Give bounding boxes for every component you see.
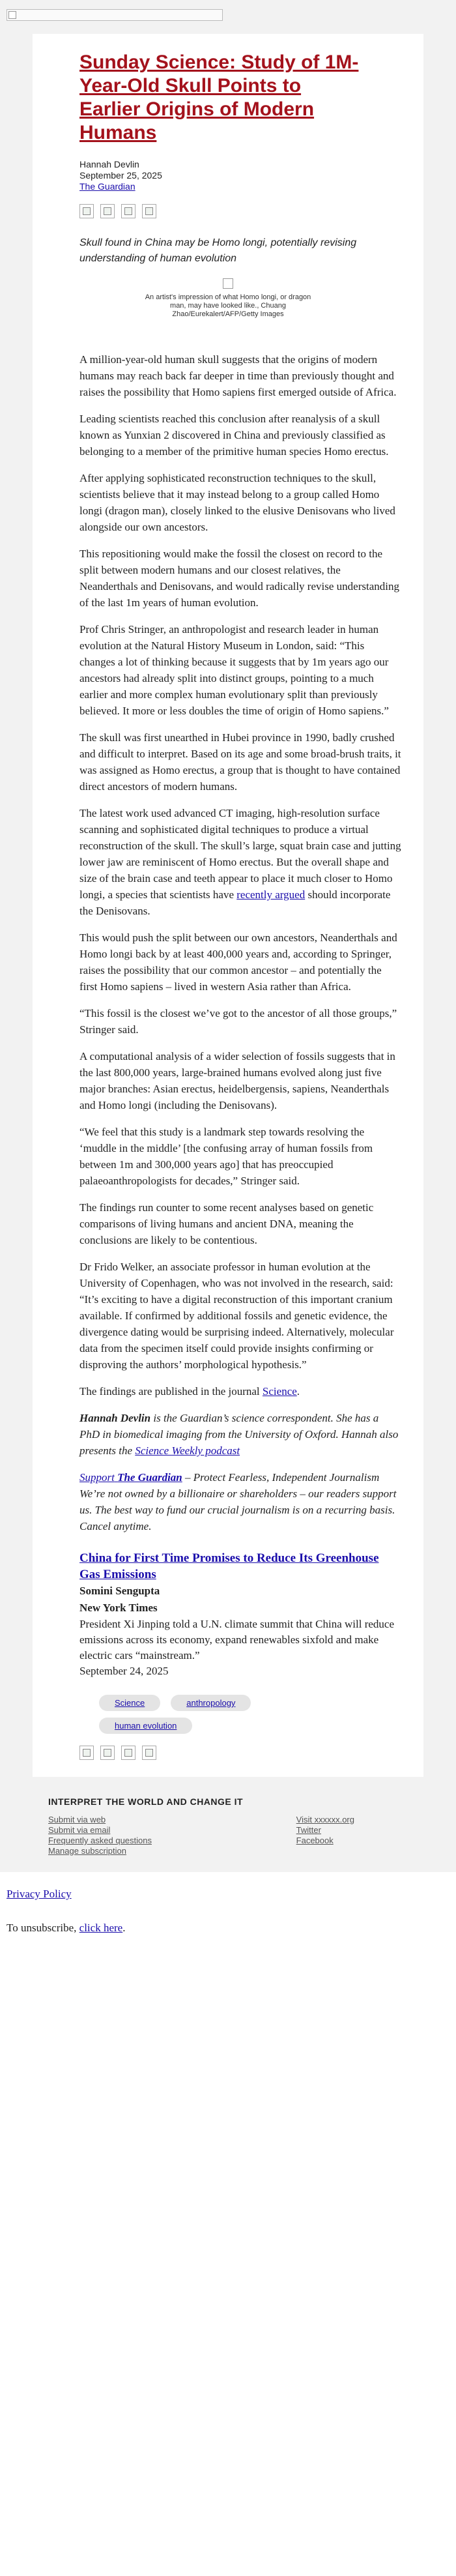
figure-caption: An artist's impression of what Homo longi, or dragon man, may have looked like., Chuang Zhao/Eurekalert/AFP/Getty Images xyxy=(145,293,311,318)
share-facebook-icon[interactable] xyxy=(100,204,115,218)
paragraph-text: The findings are published in the journal xyxy=(79,1385,260,1398)
tag-science[interactable]: Science xyxy=(99,1695,160,1711)
article-headline[interactable]: Sunday Science: Study of 1M-Year-Old Skull Points to Earlier Origins of Modern Humans xyxy=(79,51,359,143)
twitter-link[interactable]: Twitter xyxy=(296,1825,321,1835)
support-link-prefix: Support xyxy=(79,1471,115,1484)
article-body xyxy=(48,351,408,1777)
bio-text: is the Guardian’s science correspondent. She has a PhD in biomedical imaging from the University of Oxford. Hannah also presents the xyxy=(79,1412,399,1457)
support-link-brand: The Guardian xyxy=(117,1471,182,1484)
footer-share-row xyxy=(79,1746,401,1777)
science-weekly-link[interactable]: Science Weekly podcast xyxy=(135,1444,240,1457)
paragraph: The findings run counter to some recent analyses based on genetic comparisons of living humans and ancient DNA, meaning the conclusions are likely to be contentious. xyxy=(79,1201,374,1246)
facebook-link[interactable]: Facebook xyxy=(296,1836,334,1845)
related-article-author: Somini Sengupta xyxy=(79,1585,160,1597)
paragraph: Prof Chris Stringer, an anthropologist and research leader in human evolution at the Natural History Museum in London, said: “This changes a lot of thinking because it suggests that by 1m years ago our ancestors had already split into distinct groups, pointing to a much earlier and more complex human evolutionary split than previously believed. It more or less doubles the time of origin of Homo sapiens.” xyxy=(79,623,389,717)
related-article-title[interactable]: China for First Time Promises to Reduce Its Greenhouse Gas Emissions xyxy=(79,1551,379,1581)
tag-list xyxy=(79,1695,294,1734)
support-tagline: – Protect Fearless, Independent Journalism xyxy=(182,1471,380,1484)
paragraph-text: should incorporate the Denisovans. xyxy=(79,888,391,917)
paragraph-text: . xyxy=(296,1385,300,1398)
footer-columns xyxy=(48,1815,354,1856)
privacy-row xyxy=(7,1886,449,1902)
faq-link[interactable]: Frequently asked questions xyxy=(48,1836,152,1845)
tag-anthropology[interactable]: anthropology xyxy=(171,1695,251,1711)
unsubscribe-prefix: To unsubscribe, xyxy=(7,1922,79,1934)
related-article-summary: President Xi Jinping told a U.N. climate summit that China will reduce emissions across its economy, expand renewables sixfold and make electric cars “mainstream.” xyxy=(79,1618,395,1661)
footer-title: INTERPRET THE WORLD AND CHANGE IT xyxy=(48,1796,244,1807)
submit-email-link[interactable]: Submit via email xyxy=(48,1825,111,1835)
submit-web-link[interactable]: Submit via web xyxy=(48,1815,106,1824)
share-linkedin-icon[interactable] xyxy=(142,1746,156,1760)
paragraph: This repositioning would make the fossil the closest on record to the split between modern humans and our closest relatives, the Neanderthals and Denisovans, and would radically revise understanding of the last 1m years of human evolution. xyxy=(79,548,399,609)
share-twitter-icon[interactable] xyxy=(121,1746,135,1760)
related-article-date: September 24, 2025 xyxy=(79,1665,169,1677)
unsubscribe-suffix: . xyxy=(122,1922,126,1934)
visit-site-link[interactable]: Visit xxxxxx.org xyxy=(296,1815,354,1824)
byline xyxy=(48,159,408,192)
share-email-icon[interactable] xyxy=(79,204,94,218)
article-card xyxy=(33,34,423,1777)
publish-date: September 25, 2025 xyxy=(79,170,162,181)
broken-image-icon xyxy=(223,278,233,289)
article-figure xyxy=(137,278,319,319)
share-facebook-icon[interactable] xyxy=(100,1746,115,1760)
share-row xyxy=(48,204,408,218)
paragraph: “We feel that this study is a landmark step towards resolving the ‘muddle in the middle’ [the confusing array of human fossils from between 1m and 300,000 years ago] that has preoccupied palaeoanthropologists for decades,” Stringer said. xyxy=(79,1126,373,1187)
paragraph: “This fossil is the closest we’ve got to the ancestor of all those groups,” Stringer said. xyxy=(79,1007,397,1036)
support-block xyxy=(79,1469,401,1534)
support-guardian-link[interactable] xyxy=(79,1471,182,1484)
paragraph: After applying sophisticated reconstruction techniques to the skull, scientists believe that it may instead belong to a group called Homo longi (dragon man), closely linked to the elusive Denisovans who lived alongside our own ancestors. xyxy=(79,472,395,533)
paragraph-text: The latest work used advanced CT imaging, high-resolution surface scanning and sophisticated digital techniques to produce a virtual reconstruction of the skull. The skull’s large, squat brain case and jutting lower jaw are reminiscent of Homo erectus. But the overall shape and size of the brain case and teeth appear to place it much closer to Homo longi, a species that scientists have xyxy=(79,807,401,901)
source-link[interactable]: The Guardian xyxy=(79,181,135,192)
related-article xyxy=(79,1550,401,1679)
header-image-placeholder xyxy=(7,9,223,21)
paragraph: Dr Frido Welker, an associate professor in human evolution at the University of Copenhagen, who was not involved in the research, said: “It’s exciting to have a digital reconstruction of this important cranium available. If confirmed by additional fossils and genetic evidence, the divergence dating would be surprising indeed. Alternatively, molecular data from the specimen itself could provide insights confirming or disproving the authors’ morphological hypothesis.” xyxy=(79,1261,394,1371)
article-standfirst: Skull found in China may be Homo longi, potentially revising understanding of human evolution xyxy=(79,237,357,264)
footer-left-links xyxy=(48,1815,152,1856)
paragraph xyxy=(79,805,401,919)
paragraph: A computational analysis of a wider selection of fossils suggests that in the last 800,000 years, large-brained humans evolved along just five major branches: Asian erectus, heidelbergensis, sapiens, Neanderthals and Homo longi (including the Denisovans). xyxy=(79,1050,395,1111)
legal-section xyxy=(0,1872,456,1967)
share-twitter-icon[interactable] xyxy=(121,204,135,218)
paragraph: This would push the split between our own ancestors, Neanderthals and Homo longi back by at least 400,000 years and, according to Springer, raises the possibility that our common ancestor – and potentially the first Homo sapiens – lived in western Asia rather than Africa. xyxy=(79,931,397,993)
tag-human-evolution[interactable]: human evolution xyxy=(99,1718,192,1734)
science-journal-link[interactable]: Science xyxy=(262,1385,297,1398)
manage-subscription-link[interactable]: Manage subscription xyxy=(48,1846,126,1856)
related-article-source: New York Times xyxy=(79,1602,158,1614)
paragraph: Leading scientists reached this conclusion after reanalysis of a skull known as Yunxian 2 discovered in China and previously classified as belonging to a member of the primitive human species Homo erectus. xyxy=(79,413,389,458)
author-name: Hannah Devlin xyxy=(79,159,139,169)
paragraph xyxy=(79,1383,401,1399)
unsubscribe-link[interactable]: click here xyxy=(79,1922,123,1934)
share-linkedin-icon[interactable] xyxy=(142,204,156,218)
bio-name: Hannah Devlin xyxy=(79,1412,151,1424)
footer-right-links xyxy=(296,1815,354,1856)
recently-argued-link[interactable]: recently argued xyxy=(236,888,306,901)
unsubscribe-row xyxy=(7,1920,449,1936)
privacy-policy-link[interactable]: Privacy Policy xyxy=(7,1888,72,1900)
paragraph: The skull was first unearthed in Hubei province in 1990, badly crushed and difficult to interpret. Based on its age and some broad-brush traits, it was assigned as Homo erectus, a group that is thought to have contained direct ancestors of modern humans. xyxy=(79,731,401,793)
share-email-icon[interactable] xyxy=(79,1746,94,1760)
support-text: We’re not owned by a billionaire or shareholders – our readers support us. The best way to fund our crucial journalism is on a recurring basis. Cancel anytime. xyxy=(79,1487,397,1532)
author-bio xyxy=(79,1410,401,1459)
newsletter-footer xyxy=(33,1796,423,1856)
paragraph: A million-year-old human skull suggests that the origins of modern humans may reach back far deeper in time than previously thought and raises the possibility that Homo sapiens first emerged outside of Africa. xyxy=(79,353,397,398)
